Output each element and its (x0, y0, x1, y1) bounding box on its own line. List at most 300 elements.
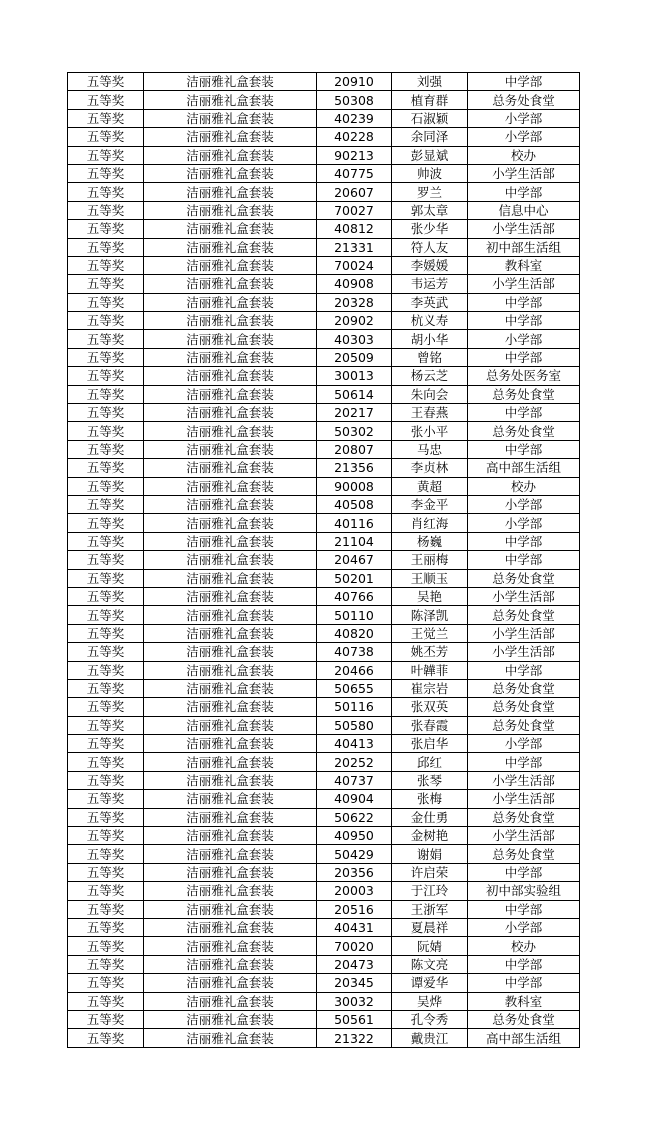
employee-id-cell[interactable]: 20252 (317, 753, 392, 771)
prize-item-cell[interactable]: 洁丽雅礼盒套装 (144, 698, 317, 716)
prize-level-cell[interactable]: 五等奖 (68, 606, 144, 624)
employee-id-cell[interactable]: 20516 (317, 900, 392, 918)
person-name-cell[interactable]: 朱向会 (392, 385, 468, 403)
employee-id-cell[interactable]: 50302 (317, 422, 392, 440)
prize-level-cell[interactable]: 五等奖 (68, 569, 144, 587)
table-row (68, 1029, 580, 1047)
employee-id-cell[interactable]: 50308 (317, 91, 392, 109)
employee-id-cell[interactable]: 30013 (317, 367, 392, 385)
department-cell[interactable]: 小学部 (468, 330, 580, 348)
prize-level-cell[interactable]: 五等奖 (68, 128, 144, 146)
person-name-cell[interactable]: 王浙军 (392, 900, 468, 918)
department-cell[interactable]: 总务处食堂 (468, 422, 580, 440)
person-name-cell[interactable]: 帅波 (392, 164, 468, 182)
prize-item-cell[interactable]: 洁丽雅礼盒套装 (144, 882, 317, 900)
table-row (68, 440, 580, 458)
prize-item-cell[interactable]: 洁丽雅礼盒套装 (144, 716, 317, 734)
prize-item-cell[interactable]: 洁丽雅礼盒套装 (144, 238, 317, 256)
person-name-cell[interactable]: 张梅 (392, 790, 468, 808)
person-name-cell[interactable]: 李贞林 (392, 459, 468, 477)
table-row (68, 532, 580, 550)
person-name-cell[interactable]: 孔令秀 (392, 1010, 468, 1028)
table-row (68, 146, 580, 164)
table-row (68, 735, 580, 753)
prize-level-cell[interactable]: 五等奖 (68, 679, 144, 697)
prize-level-cell[interactable]: 五等奖 (68, 661, 144, 679)
employee-id-cell[interactable]: 40239 (317, 109, 392, 127)
employee-id-cell[interactable]: 40431 (317, 918, 392, 936)
employee-id-cell[interactable]: 20328 (317, 293, 392, 311)
prize-item-cell[interactable]: 洁丽雅礼盒套装 (144, 735, 317, 753)
prize-level-cell[interactable]: 五等奖 (68, 404, 144, 422)
prize-level-cell[interactable]: 五等奖 (68, 827, 144, 845)
employee-id-cell[interactable]: 40228 (317, 128, 392, 146)
employee-id-cell[interactable]: 20003 (317, 882, 392, 900)
employee-id-cell[interactable]: 21331 (317, 238, 392, 256)
department-cell[interactable]: 小学部 (468, 128, 580, 146)
prize-item-cell[interactable]: 洁丽雅礼盒套装 (144, 91, 317, 109)
prize-level-cell[interactable]: 五等奖 (68, 551, 144, 569)
prize-level-cell[interactable]: 五等奖 (68, 238, 144, 256)
person-name-cell[interactable]: 罗兰 (392, 183, 468, 201)
department-cell[interactable]: 中学部 (468, 73, 580, 91)
prize-item-cell[interactable]: 洁丽雅礼盒套装 (144, 404, 317, 422)
employee-id-cell[interactable]: 20910 (317, 73, 392, 91)
prize-item-cell[interactable]: 洁丽雅礼盒套装 (144, 73, 317, 91)
prize-level-cell[interactable]: 五等奖 (68, 937, 144, 955)
prize-level-cell[interactable]: 五等奖 (68, 91, 144, 109)
person-name-cell[interactable]: 韦运芳 (392, 275, 468, 293)
prize-level-cell[interactable]: 五等奖 (68, 790, 144, 808)
employee-id-cell[interactable]: 40303 (317, 330, 392, 348)
employee-id-cell[interactable]: 70020 (317, 937, 392, 955)
department-cell[interactable]: 教科室 (468, 992, 580, 1010)
prize-level-cell[interactable]: 五等奖 (68, 698, 144, 716)
table-row (68, 827, 580, 845)
person-name-cell[interactable]: 石淑颖 (392, 109, 468, 127)
employee-id-cell[interactable]: 40738 (317, 643, 392, 661)
employee-id-cell[interactable]: 50580 (317, 716, 392, 734)
department-cell[interactable]: 中学部 (468, 440, 580, 458)
department-cell[interactable]: 总务处食堂 (468, 716, 580, 734)
person-name-cell[interactable]: 张双英 (392, 698, 468, 716)
prize-level-cell[interactable]: 五等奖 (68, 900, 144, 918)
prize-item-cell[interactable]: 洁丽雅礼盒套装 (144, 845, 317, 863)
prize-level-cell[interactable]: 五等奖 (68, 753, 144, 771)
prize-level-cell[interactable]: 五等奖 (68, 735, 144, 753)
department-cell[interactable]: 信息中心 (468, 201, 580, 219)
prize-item-cell[interactable]: 洁丽雅礼盒套装 (144, 367, 317, 385)
person-name-cell[interactable]: 杨巍 (392, 532, 468, 550)
department-cell[interactable]: 总务处食堂 (468, 606, 580, 624)
prize-item-cell[interactable]: 洁丽雅礼盒套装 (144, 955, 317, 973)
person-name-cell[interactable]: 王顺玉 (392, 569, 468, 587)
person-name-cell[interactable]: 黄超 (392, 477, 468, 495)
prize-level-cell[interactable]: 五等奖 (68, 220, 144, 238)
prize-level-cell[interactable]: 五等奖 (68, 459, 144, 477)
prize-item-cell[interactable]: 洁丽雅礼盒套装 (144, 863, 317, 881)
person-name-cell[interactable]: 许启荣 (392, 863, 468, 881)
table-row (68, 495, 580, 513)
prize-level-cell[interactable]: 五等奖 (68, 992, 144, 1010)
person-name-cell[interactable]: 张启华 (392, 735, 468, 753)
prize-level-cell[interactable]: 五等奖 (68, 808, 144, 826)
prize-item-cell[interactable]: 洁丽雅礼盒套装 (144, 900, 317, 918)
prize-level-cell[interactable]: 五等奖 (68, 348, 144, 366)
person-name-cell[interactable]: 邱红 (392, 753, 468, 771)
person-name-cell[interactable]: 陈泽凯 (392, 606, 468, 624)
prize-level-cell[interactable]: 五等奖 (68, 918, 144, 936)
employee-id-cell[interactable]: 20467 (317, 551, 392, 569)
employee-id-cell[interactable]: 40508 (317, 495, 392, 513)
department-cell[interactable]: 中学部 (468, 753, 580, 771)
department-cell[interactable]: 中学部 (468, 183, 580, 201)
prize-level-cell[interactable]: 五等奖 (68, 385, 144, 403)
table-row (68, 293, 580, 311)
prize-level-cell[interactable]: 五等奖 (68, 201, 144, 219)
department-cell[interactable]: 初中部实验组 (468, 882, 580, 900)
department-cell[interactable]: 中学部 (468, 312, 580, 330)
person-name-cell[interactable]: 杭义寿 (392, 312, 468, 330)
table-row (68, 569, 580, 587)
department-cell[interactable]: 小学部 (468, 495, 580, 513)
department-cell[interactable]: 校办 (468, 937, 580, 955)
prize-item-cell[interactable]: 洁丽雅礼盒套装 (144, 1029, 317, 1047)
department-cell[interactable]: 中学部 (468, 348, 580, 366)
table-row (68, 330, 580, 348)
prize-level-cell[interactable]: 五等奖 (68, 882, 144, 900)
prize-item-cell[interactable]: 洁丽雅礼盒套装 (144, 330, 317, 348)
prize-level-cell[interactable]: 五等奖 (68, 422, 144, 440)
person-name-cell[interactable]: 肖红海 (392, 514, 468, 532)
employee-id-cell[interactable]: 21104 (317, 532, 392, 550)
employee-id-cell[interactable]: 90213 (317, 146, 392, 164)
table-body (68, 73, 580, 1048)
prize-item-cell[interactable]: 洁丽雅礼盒套装 (144, 128, 317, 146)
prize-item-cell[interactable]: 洁丽雅礼盒套装 (144, 201, 317, 219)
prize-item-cell[interactable]: 洁丽雅礼盒套装 (144, 293, 317, 311)
department-cell[interactable]: 中学部 (468, 661, 580, 679)
prize-item-cell[interactable]: 洁丽雅礼盒套装 (144, 587, 317, 605)
employee-id-cell[interactable]: 40775 (317, 164, 392, 182)
person-name-cell[interactable]: 吴烨 (392, 992, 468, 1010)
employee-id-cell[interactable]: 20807 (317, 440, 392, 458)
department-cell[interactable]: 中学部 (468, 532, 580, 550)
prize-item-cell[interactable]: 洁丽雅礼盒套装 (144, 624, 317, 642)
prize-level-cell[interactable]: 五等奖 (68, 771, 144, 789)
table-row (68, 698, 580, 716)
table-row (68, 348, 580, 366)
prize-item-cell[interactable]: 洁丽雅礼盒套装 (144, 974, 317, 992)
person-name-cell[interactable]: 曾铭 (392, 348, 468, 366)
table-row (68, 459, 580, 477)
person-name-cell[interactable]: 符人友 (392, 238, 468, 256)
prize-level-cell[interactable]: 五等奖 (68, 845, 144, 863)
employee-id-cell[interactable]: 30032 (317, 992, 392, 1010)
prize-level-cell[interactable]: 五等奖 (68, 955, 144, 973)
prize-item-cell[interactable]: 洁丽雅礼盒套装 (144, 918, 317, 936)
person-name-cell[interactable]: 吴艳 (392, 587, 468, 605)
department-cell[interactable]: 小学部 (468, 109, 580, 127)
prize-item-cell[interactable]: 洁丽雅礼盒套装 (144, 643, 317, 661)
table-row (68, 937, 580, 955)
prize-item-cell[interactable]: 洁丽雅礼盒套装 (144, 348, 317, 366)
prize-level-cell[interactable]: 五等奖 (68, 183, 144, 201)
person-name-cell[interactable]: 李英武 (392, 293, 468, 311)
department-cell[interactable]: 教科室 (468, 256, 580, 274)
prize-item-cell[interactable]: 洁丽雅礼盒套装 (144, 679, 317, 697)
prize-winners-table (67, 72, 580, 1048)
prize-level-cell[interactable]: 五等奖 (68, 1029, 144, 1047)
employee-id-cell[interactable]: 40904 (317, 790, 392, 808)
employee-id-cell[interactable]: 50614 (317, 385, 392, 403)
employee-id-cell[interactable]: 20356 (317, 863, 392, 881)
table-row (68, 514, 580, 532)
table-row (68, 164, 580, 182)
person-name-cell[interactable]: 张春霞 (392, 716, 468, 734)
employee-id-cell[interactable]: 40820 (317, 624, 392, 642)
person-name-cell[interactable]: 李金平 (392, 495, 468, 513)
prize-item-cell[interactable]: 洁丽雅礼盒套装 (144, 606, 317, 624)
prize-item-cell[interactable]: 洁丽雅礼盒套装 (144, 495, 317, 513)
employee-id-cell[interactable]: 70027 (317, 201, 392, 219)
department-cell[interactable]: 总务处食堂 (468, 845, 580, 863)
prize-level-cell[interactable]: 五等奖 (68, 275, 144, 293)
employee-id-cell[interactable]: 40812 (317, 220, 392, 238)
department-cell[interactable]: 小学生活部 (468, 587, 580, 605)
department-cell[interactable]: 初中部生活组 (468, 238, 580, 256)
prize-level-cell[interactable]: 五等奖 (68, 164, 144, 182)
employee-id-cell[interactable]: 20217 (317, 404, 392, 422)
prize-item-cell[interactable]: 洁丽雅礼盒套装 (144, 146, 317, 164)
prize-item-cell[interactable]: 洁丽雅礼盒套装 (144, 808, 317, 826)
person-name-cell[interactable]: 金树艳 (392, 827, 468, 845)
person-name-cell[interactable]: 夏晨祥 (392, 918, 468, 936)
employee-id-cell[interactable]: 20607 (317, 183, 392, 201)
employee-id-cell[interactable]: 40413 (317, 735, 392, 753)
employee-id-cell[interactable]: 21356 (317, 459, 392, 477)
prize-item-cell[interactable]: 洁丽雅礼盒套装 (144, 385, 317, 403)
department-cell[interactable]: 小学生活部 (468, 790, 580, 808)
prize-level-cell[interactable]: 五等奖 (68, 974, 144, 992)
employee-id-cell[interactable]: 50429 (317, 845, 392, 863)
employee-id-cell[interactable]: 20902 (317, 312, 392, 330)
prize-level-cell[interactable]: 五等奖 (68, 312, 144, 330)
person-name-cell[interactable]: 马忠 (392, 440, 468, 458)
prize-item-cell[interactable]: 洁丽雅礼盒套装 (144, 477, 317, 495)
prize-item-cell[interactable]: 洁丽雅礼盒套装 (144, 440, 317, 458)
department-cell[interactable]: 中学部 (468, 900, 580, 918)
person-name-cell[interactable]: 王丽梅 (392, 551, 468, 569)
table-row (68, 643, 580, 661)
employee-id-cell[interactable]: 50622 (317, 808, 392, 826)
table-row (68, 128, 580, 146)
prize-item-cell[interactable]: 洁丽雅礼盒套装 (144, 164, 317, 182)
prize-level-cell[interactable]: 五等奖 (68, 643, 144, 661)
employee-id-cell[interactable]: 50561 (317, 1010, 392, 1028)
prize-level-cell[interactable]: 五等奖 (68, 73, 144, 91)
prize-item-cell[interactable]: 洁丽雅礼盒套装 (144, 275, 317, 293)
table-row (68, 808, 580, 826)
department-cell[interactable]: 小学部 (468, 514, 580, 532)
prize-item-cell[interactable]: 洁丽雅礼盒套装 (144, 220, 317, 238)
prize-item-cell[interactable]: 洁丽雅礼盒套装 (144, 422, 317, 440)
person-name-cell[interactable]: 李媛媛 (392, 256, 468, 274)
person-name-cell[interactable]: 王觉兰 (392, 624, 468, 642)
department-cell[interactable]: 小学生活部 (468, 164, 580, 182)
department-cell[interactable]: 小学生活部 (468, 827, 580, 845)
prize-item-cell[interactable]: 洁丽雅礼盒套装 (144, 1010, 317, 1028)
table-row (68, 275, 580, 293)
department-cell[interactable]: 小学生活部 (468, 275, 580, 293)
table-row (68, 91, 580, 109)
prize-item-cell[interactable]: 洁丽雅礼盒套装 (144, 532, 317, 550)
employee-id-cell[interactable]: 50201 (317, 569, 392, 587)
person-name-cell[interactable]: 姚丕芳 (392, 643, 468, 661)
employee-id-cell[interactable]: 21322 (317, 1029, 392, 1047)
prize-level-cell[interactable]: 五等奖 (68, 109, 144, 127)
person-name-cell[interactable]: 金仕勇 (392, 808, 468, 826)
department-cell[interactable]: 小学生活部 (468, 220, 580, 238)
person-name-cell[interactable]: 杨云芝 (392, 367, 468, 385)
department-cell[interactable]: 中学部 (468, 955, 580, 973)
department-cell[interactable]: 总务处食堂 (468, 808, 580, 826)
person-name-cell[interactable]: 陈文亮 (392, 955, 468, 973)
department-cell[interactable]: 高中部生活组 (468, 459, 580, 477)
department-cell[interactable]: 中学部 (468, 551, 580, 569)
prize-level-cell[interactable]: 五等奖 (68, 367, 144, 385)
department-cell[interactable]: 小学部 (468, 918, 580, 936)
person-name-cell[interactable]: 王春燕 (392, 404, 468, 422)
department-cell[interactable]: 中学部 (468, 404, 580, 422)
prize-level-cell[interactable]: 五等奖 (68, 146, 144, 164)
table-row (68, 606, 580, 624)
prize-level-cell[interactable]: 五等奖 (68, 624, 144, 642)
table-row (68, 183, 580, 201)
prize-item-cell[interactable]: 洁丽雅礼盒套装 (144, 661, 317, 679)
person-name-cell[interactable]: 于江玲 (392, 882, 468, 900)
department-cell[interactable]: 高中部生活组 (468, 1029, 580, 1047)
person-name-cell[interactable]: 崔宗岩 (392, 679, 468, 697)
department-cell[interactable]: 校办 (468, 477, 580, 495)
department-cell[interactable]: 总务处食堂 (468, 698, 580, 716)
prize-level-cell[interactable]: 五等奖 (68, 1010, 144, 1028)
department-cell[interactable]: 小学生活部 (468, 643, 580, 661)
employee-id-cell[interactable]: 50110 (317, 606, 392, 624)
department-cell[interactable]: 小学部 (468, 735, 580, 753)
employee-id-cell[interactable]: 20345 (317, 974, 392, 992)
person-name-cell[interactable]: 阮婧 (392, 937, 468, 955)
person-name-cell[interactable]: 刘强 (392, 73, 468, 91)
department-cell[interactable]: 总务处医务室 (468, 367, 580, 385)
table-row (68, 882, 580, 900)
employee-id-cell[interactable]: 20473 (317, 955, 392, 973)
employee-id-cell[interactable]: 90008 (317, 477, 392, 495)
employee-id-cell[interactable]: 50655 (317, 679, 392, 697)
prize-item-cell[interactable]: 洁丽雅礼盒套装 (144, 459, 317, 477)
person-name-cell[interactable]: 郭太章 (392, 201, 468, 219)
table-row (68, 790, 580, 808)
person-name-cell[interactable]: 谢娟 (392, 845, 468, 863)
prize-level-cell[interactable]: 五等奖 (68, 716, 144, 734)
prize-item-cell[interactable]: 洁丽雅礼盒套装 (144, 256, 317, 274)
prize-level-cell[interactable]: 五等奖 (68, 477, 144, 495)
table-row (68, 863, 580, 881)
person-name-cell[interactable]: 叶韡菲 (392, 661, 468, 679)
employee-id-cell[interactable]: 40737 (317, 771, 392, 789)
table-row (68, 845, 580, 863)
employee-id-cell[interactable]: 40116 (317, 514, 392, 532)
prize-level-cell[interactable]: 五等奖 (68, 330, 144, 348)
prize-level-cell[interactable]: 五等奖 (68, 495, 144, 513)
prize-level-cell[interactable]: 五等奖 (68, 514, 144, 532)
table-row (68, 201, 580, 219)
table-row (68, 73, 580, 91)
department-cell[interactable]: 小学生活部 (468, 624, 580, 642)
person-name-cell[interactable]: 谭爱华 (392, 974, 468, 992)
prize-level-cell[interactable]: 五等奖 (68, 440, 144, 458)
prize-level-cell[interactable]: 五等奖 (68, 256, 144, 274)
prize-item-cell[interactable]: 洁丽雅礼盒套装 (144, 109, 317, 127)
person-name-cell[interactable]: 张琴 (392, 771, 468, 789)
prize-item-cell[interactable]: 洁丽雅礼盒套装 (144, 790, 317, 808)
table-row (68, 238, 580, 256)
prize-item-cell[interactable]: 洁丽雅礼盒套装 (144, 771, 317, 789)
prize-item-cell[interactable]: 洁丽雅礼盒套装 (144, 312, 317, 330)
employee-id-cell[interactable]: 20509 (317, 348, 392, 366)
prize-level-cell[interactable]: 五等奖 (68, 532, 144, 550)
department-cell[interactable]: 中学部 (468, 293, 580, 311)
prize-item-cell[interactable]: 洁丽雅礼盒套装 (144, 514, 317, 532)
employee-id-cell[interactable]: 40766 (317, 587, 392, 605)
prize-level-cell[interactable]: 五等奖 (68, 587, 144, 605)
department-cell[interactable]: 总务处食堂 (468, 91, 580, 109)
person-name-cell[interactable]: 戴贵江 (392, 1029, 468, 1047)
employee-id-cell[interactable]: 70024 (317, 256, 392, 274)
department-cell[interactable]: 总务处食堂 (468, 385, 580, 403)
prize-item-cell[interactable]: 洁丽雅礼盒套装 (144, 569, 317, 587)
prize-item-cell[interactable]: 洁丽雅礼盒套装 (144, 827, 317, 845)
department-cell[interactable]: 中学部 (468, 863, 580, 881)
department-cell[interactable]: 校办 (468, 146, 580, 164)
table-row (68, 1010, 580, 1028)
prize-item-cell[interactable]: 洁丽雅礼盒套装 (144, 551, 317, 569)
employee-id-cell[interactable]: 40950 (317, 827, 392, 845)
prize-item-cell[interactable]: 洁丽雅礼盒套装 (144, 753, 317, 771)
department-cell[interactable]: 中学部 (468, 974, 580, 992)
department-cell[interactable]: 总务处食堂 (468, 1010, 580, 1028)
employee-id-cell[interactable]: 40908 (317, 275, 392, 293)
person-name-cell[interactable]: 余同泽 (392, 128, 468, 146)
prize-level-cell[interactable]: 五等奖 (68, 293, 144, 311)
prize-level-cell[interactable]: 五等奖 (68, 863, 144, 881)
department-cell[interactable]: 总务处食堂 (468, 679, 580, 697)
table-row (68, 220, 580, 238)
prize-item-cell[interactable]: 洁丽雅礼盒套装 (144, 183, 317, 201)
table-row (68, 624, 580, 642)
person-name-cell[interactable]: 胡小华 (392, 330, 468, 348)
person-name-cell[interactable]: 彭显斌 (392, 146, 468, 164)
person-name-cell[interactable]: 张小平 (392, 422, 468, 440)
prize-item-cell[interactable]: 洁丽雅礼盒套装 (144, 937, 317, 955)
department-cell[interactable]: 总务处食堂 (468, 569, 580, 587)
employee-id-cell[interactable]: 20466 (317, 661, 392, 679)
department-cell[interactable]: 小学生活部 (468, 771, 580, 789)
prize-item-cell[interactable]: 洁丽雅礼盒套装 (144, 992, 317, 1010)
person-name-cell[interactable]: 张少华 (392, 220, 468, 238)
person-name-cell[interactable]: 植育群 (392, 91, 468, 109)
employee-id-cell[interactable]: 50116 (317, 698, 392, 716)
